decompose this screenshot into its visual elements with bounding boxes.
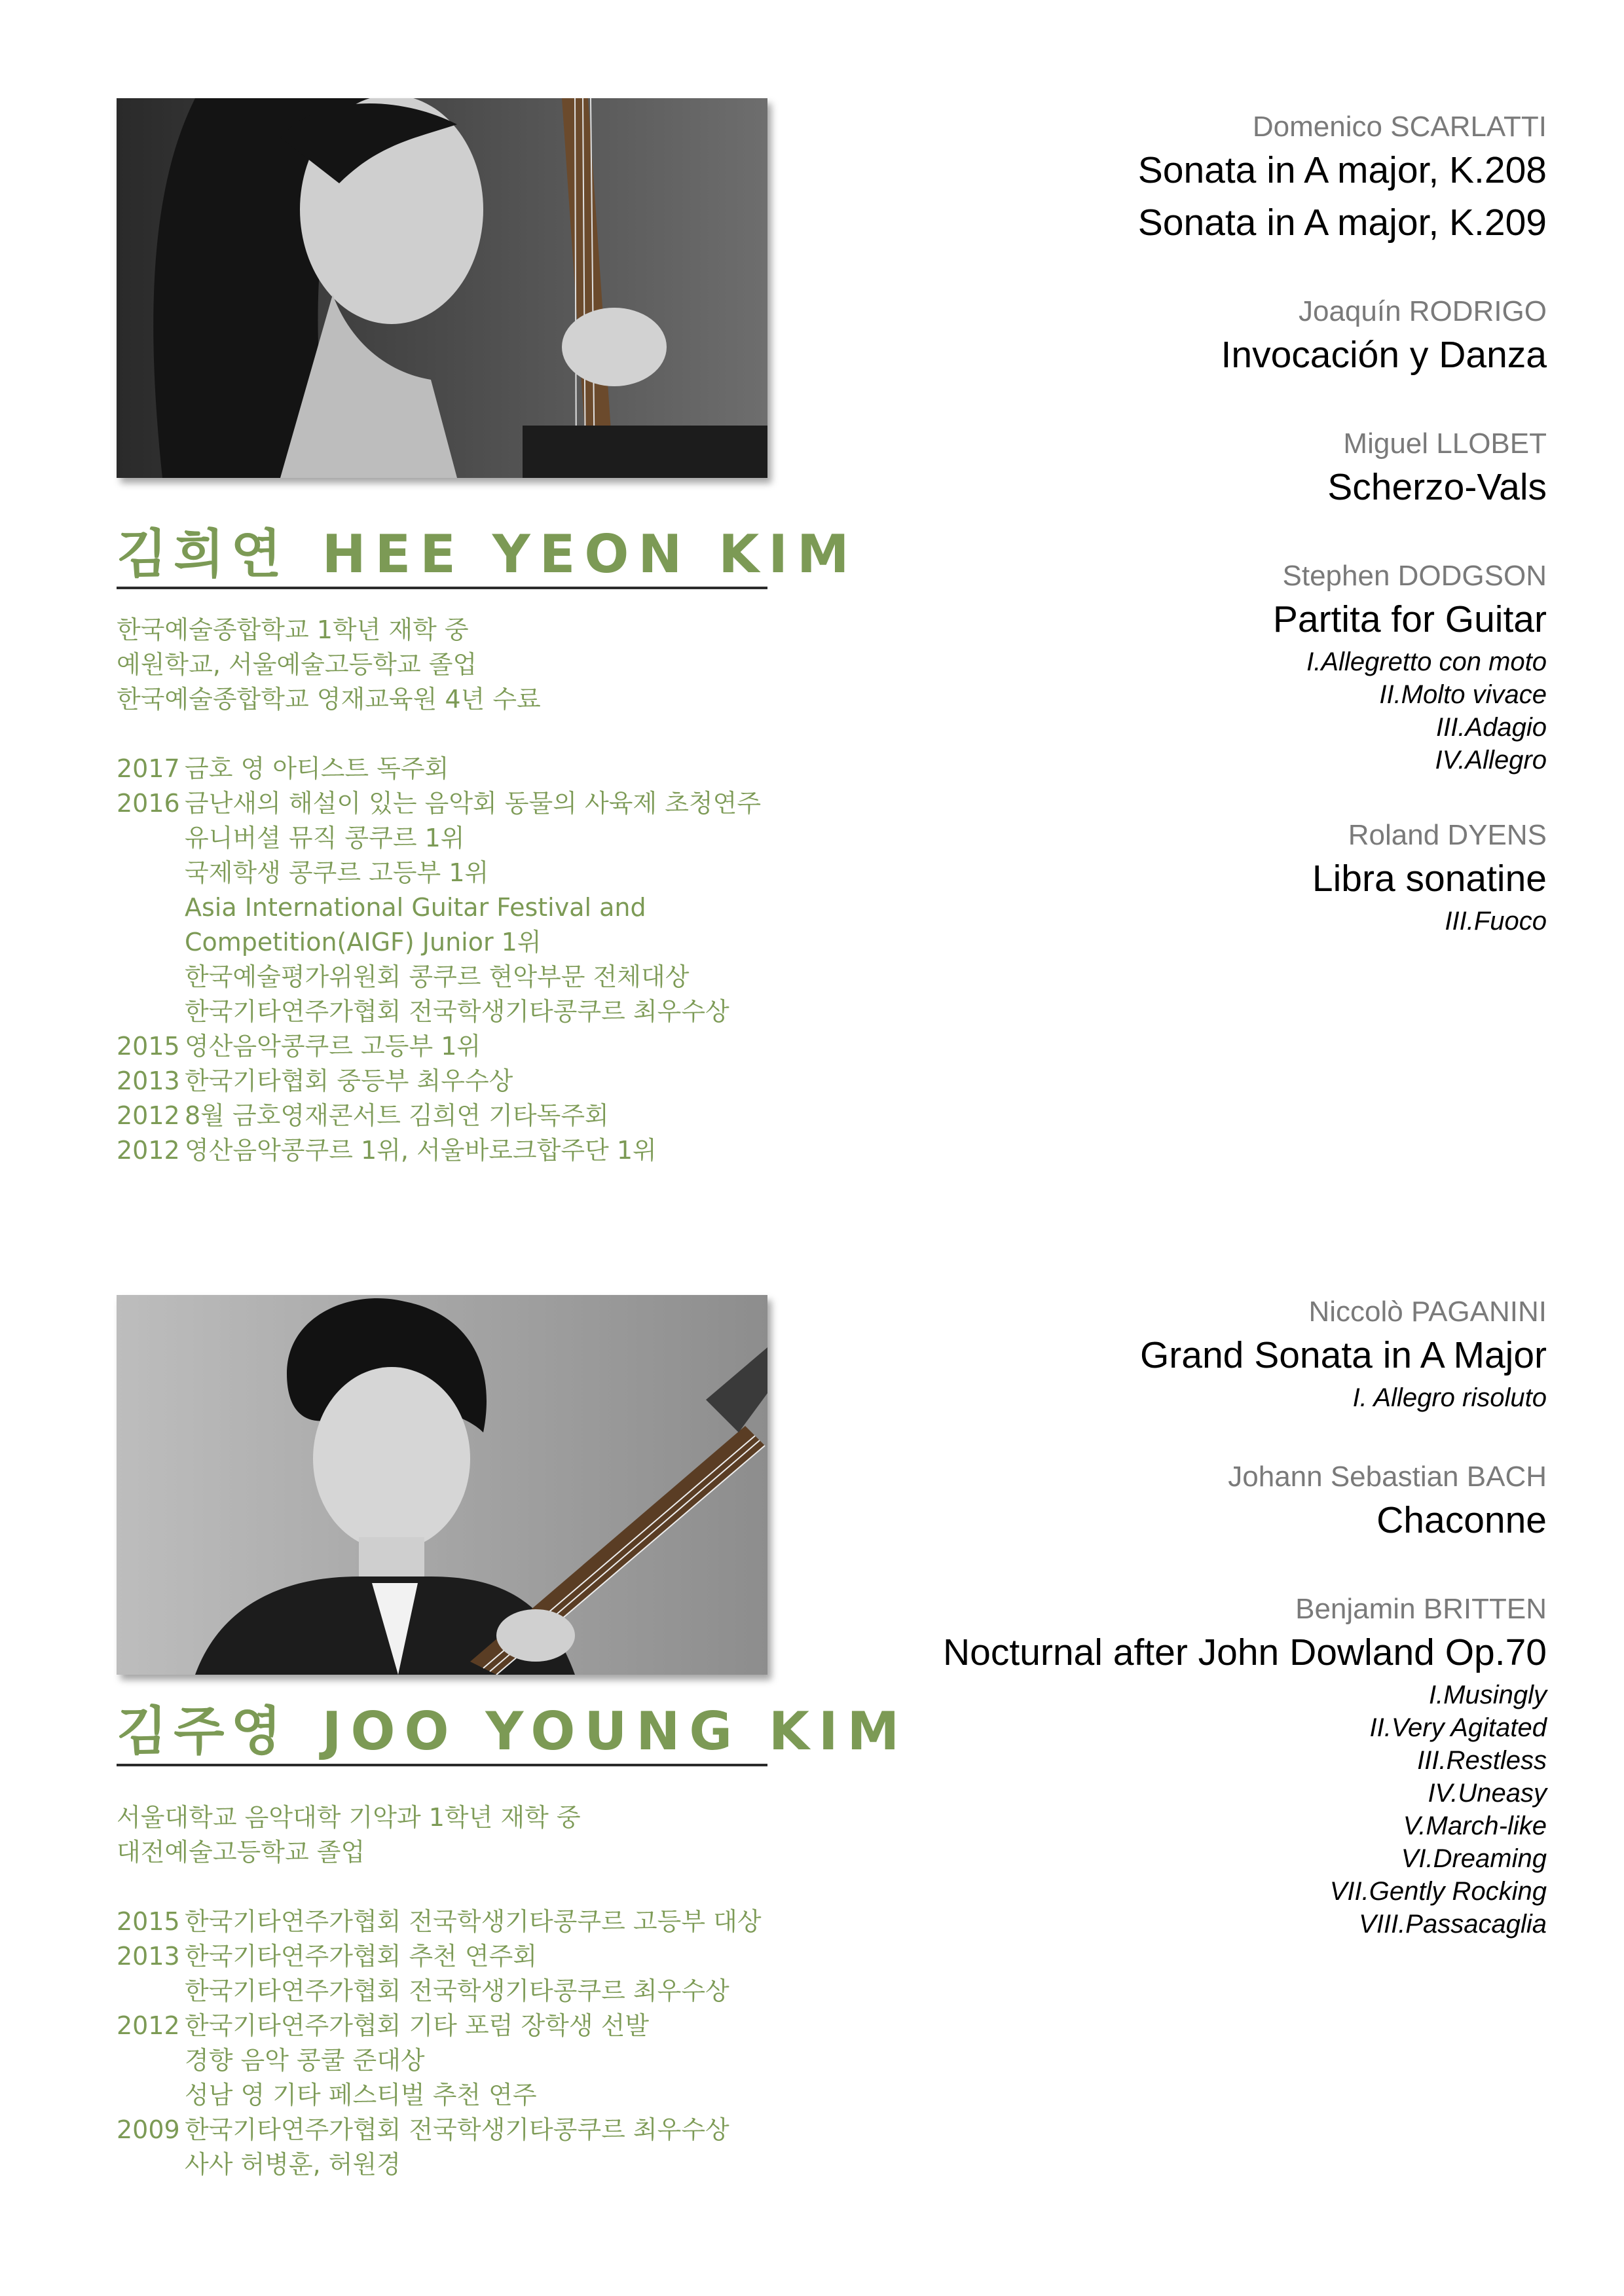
composer-name: Stephen DODGSON: [1282, 560, 1547, 592]
award-item: [117, 2009, 837, 2043]
award-item: [117, 1099, 837, 1133]
performer-photo: [117, 1295, 767, 1675]
performer-name: [117, 1689, 909, 1764]
award-item: [117, 1904, 837, 1939]
movement-title: VII.Gently Rocking: [1329, 1877, 1547, 1906]
performer-section-joo-young-kim: [0, 1244, 1624, 2296]
movement-title: IV.Uneasy: [1428, 1779, 1547, 1808]
composer-name: Miguel LLOBET: [1343, 428, 1547, 460]
award-item: 유니버셜 뮤직 콩쿠르 1위: [185, 824, 465, 852]
program-piece: [761, 1460, 1547, 1546]
work-title: Invocación y Danza: [1221, 334, 1547, 376]
movement-title: IV.Allegro: [1435, 746, 1547, 774]
recital-program: [761, 110, 1547, 983]
program-piece: [761, 818, 1547, 938]
award-item: 경향 음악 콩쿨 준대상: [185, 2046, 425, 2075]
award-text: 금난새의 해설이 있는 음악회 동물의 사육제 초청연주: [185, 789, 762, 818]
movement-title: VIII.Passacaglia: [1359, 1910, 1547, 1939]
award-item: 한국예술평가위원회 콩쿠르 현악부문 전체대상: [185, 962, 690, 991]
movement-title: III.Restless: [1417, 1746, 1547, 1775]
award-item: 한국기타연주가협회 전국학생기타콩쿠르 최우수상: [185, 1977, 729, 2005]
movement-title: II.Molto vivace: [1379, 680, 1547, 709]
performer-biography: [117, 613, 837, 1168]
award-text: 한국기타연주가협회 추천 연주회: [185, 1942, 538, 1971]
award-year: 2013: [117, 1942, 180, 1971]
award-item: [117, 752, 837, 786]
guitarist-portrait-icon: [117, 98, 767, 478]
movement-title: III.Fuoco: [1445, 907, 1547, 936]
performer-name-korean: 김주영: [117, 1701, 288, 1762]
award-year: 2015: [117, 1907, 180, 1936]
award-item: 사사 허병훈, 허원경: [185, 2150, 401, 2179]
composer-name: Roland DYENS: [1348, 819, 1547, 851]
award-year: 2009: [117, 2115, 180, 2144]
work-title: Chaconne: [1376, 1499, 1547, 1541]
award-year: 2013: [117, 1066, 180, 1095]
education-item: 한국예술종합학교 1학년 재학 중: [117, 615, 469, 644]
composer-name: Benjamin BRITTEN: [1295, 1593, 1547, 1625]
program-piece: [761, 559, 1547, 776]
award-item: [117, 1939, 837, 1974]
movement-title: V.March-like: [1403, 1812, 1547, 1840]
name-divider: [117, 587, 767, 589]
award-item: [117, 2113, 837, 2147]
award-text: 한국기타협회 중등부 최우수상: [185, 1066, 513, 1095]
award-item: Competition(AIGF) Junior 1위: [185, 928, 542, 957]
award-text: 한국기타연주가협회 기타 포럼 장학생 선발: [185, 2011, 650, 2040]
work-title: Partita for Guitar: [1272, 598, 1547, 640]
award-year: 2012: [117, 1136, 180, 1165]
award-year: 2015: [117, 1032, 180, 1061]
guitarist-portrait-icon: [117, 1295, 767, 1675]
composer-name: Niccolò PAGANINI: [1308, 1296, 1547, 1328]
performer-name: [117, 512, 858, 587]
composer-name: Johann Sebastian BACH: [1228, 1461, 1547, 1493]
award-text: 8월 금호영재콘서트 김희연 기타독주회: [185, 1101, 609, 1130]
award-item: [117, 786, 837, 821]
work-title: Sonata in A major, K.209: [1137, 202, 1547, 244]
performer-name-english: HEE YEON KIM: [322, 524, 858, 585]
program-piece: [761, 110, 1547, 249]
work-title: Nocturnal after John Dowland Op.70: [942, 1631, 1547, 1673]
education-item: 대전예술고등학교 졸업: [117, 1838, 365, 1867]
award-text: 영산음악콩쿠르 고등부 1위: [185, 1032, 481, 1061]
composer-name: Domenico SCARLATTI: [1252, 111, 1547, 143]
award-year: 2012: [117, 2011, 180, 2040]
program-piece: [761, 1295, 1547, 1414]
movement-title: II.Very Agitated: [1369, 1713, 1547, 1742]
movement-title: VI.Dreaming: [1401, 1844, 1547, 1873]
work-title: Sonata in A major, K.208: [1137, 149, 1547, 191]
award-year: 2017: [117, 754, 180, 783]
award-item: 한국기타연주가협회 전국학생기타콩쿠르 최우수상: [185, 997, 729, 1026]
work-title: Libra sonatine: [1312, 858, 1547, 900]
movement-title: I.Musingly: [1428, 1681, 1547, 1709]
work-title: Scherzo-Vals: [1327, 466, 1547, 508]
movement-title: I.Allegretto con moto: [1306, 647, 1547, 676]
movement-title: III.Adagio: [1435, 713, 1547, 742]
performer-name-english: JOO YOUNG KIM: [322, 1701, 909, 1762]
award-item: 국제학생 콩쿠르 고등부 1위: [185, 858, 489, 887]
award-text: 한국기타연주가협회 전국학생기타콩쿠르 고등부 대상: [185, 1907, 762, 1936]
award-text: 한국기타연주가협회 전국학생기타콩쿠르 최우수상: [185, 2115, 729, 2144]
education-item: 서울대학교 음악대학 기악과 1학년 재학 중: [117, 1803, 581, 1832]
name-divider: [117, 1764, 767, 1766]
performer-photo: [117, 98, 767, 478]
award-item: [117, 1029, 837, 1064]
award-item: [117, 1064, 837, 1099]
education-item: 한국예술종합학교 영재교육원 4년 수료: [117, 685, 541, 714]
work-title: Grand Sonata in A Major: [1139, 1334, 1547, 1376]
award-year: 2016: [117, 789, 180, 818]
movement-title: I. Allegro risoluto: [1352, 1383, 1547, 1412]
program-piece: [761, 427, 1547, 513]
composer-name: Joaquín RODRIGO: [1298, 295, 1547, 327]
program-piece: [761, 1592, 1547, 1941]
recital-program: [761, 1295, 1547, 1986]
award-text: 영산음악콩쿠르 1위, 서울바로크합주단 1위: [185, 1136, 657, 1165]
program-piece: [761, 295, 1547, 381]
award-item: 성남 영 기타 페스티벌 추천 연주: [185, 2081, 537, 2109]
education-item: 예원학교, 서울예술고등학교 졸업: [117, 650, 477, 679]
performer-biography: [117, 1800, 837, 2182]
award-year: 2012: [117, 1101, 180, 1130]
award-text: 금호 영 아티스트 독주회: [185, 754, 449, 783]
award-item: Asia International Guitar Festival and: [185, 893, 646, 922]
performer-name-korean: 김희연: [117, 524, 288, 585]
award-item: [117, 1133, 837, 1168]
